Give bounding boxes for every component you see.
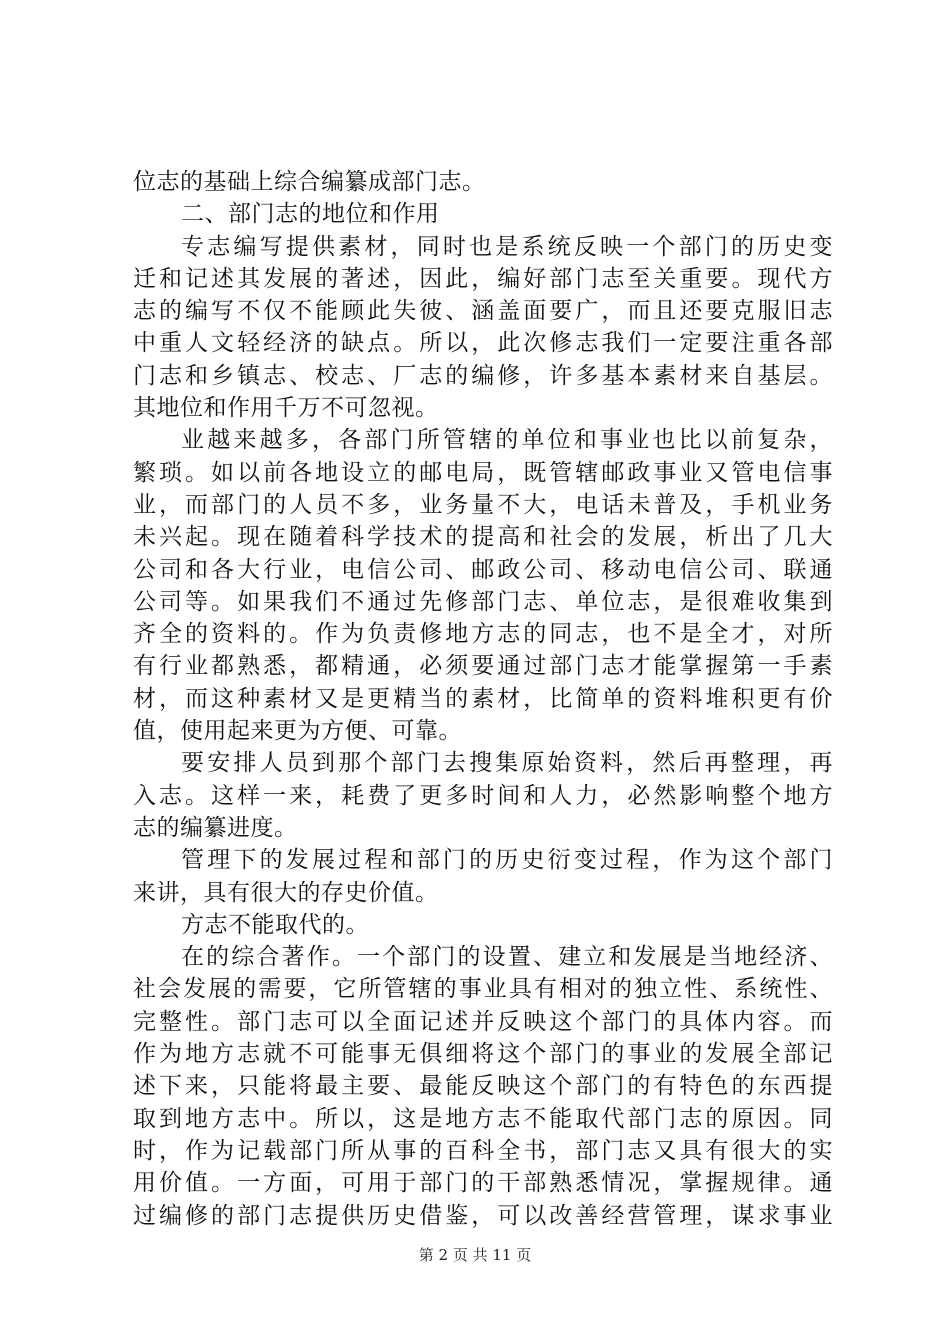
text-line: 管理下的发展过程和部门的历史衍变过程，作为这个部门 [181,847,833,874]
text-line: 迁和记述其发展的著述，因此，编好部门志至关重要。现代方 [133,265,833,292]
body-text [133,166,833,1232]
text-line: 专志编写提供素材，同时也是系统反映一个部门的历史变 [181,233,833,260]
text-line: 来讲，具有很大的存史价值。 [133,879,439,906]
text-line: 门志和乡镇志、校志、厂志的编修，许多基本素材来自基层。 [133,362,833,389]
text-line: 用价值。一方面，可用于部门的干部熟悉情况，掌握规律。通 [133,1170,833,1197]
text-line: 业，而部门的人员不多，业务量不大，电话未普及，手机业务 [133,491,833,518]
text-line: 有行业都熟悉，都精通，必须要通过部门志才能掌握第一手素 [133,653,833,680]
text-line: 过编修的部门志提供历史借鉴，可以改善经营管理，谋求事业 [133,1202,833,1229]
page-footer: 第 2 页 共 11 页 [418,1246,532,1264]
text-line: 繁琐。如以前各地设立的邮电局，既管辖邮政事业又管电信事 [133,459,833,486]
text-line: 位志的基础上综合编纂成部门志。 [133,169,486,195]
text-line: 中重人文轻经济的缺点。所以，此次修志我们一定要注重各部 [133,330,833,357]
text-line: 志的编纂进度。 [133,814,298,841]
text-line: 公司和各大行业，电信公司、邮政公司、移动电信公司、联通 [133,556,833,583]
text-line: 时，作为记载部门所从事的百科全书，部门志又具有很大的实 [133,1137,833,1164]
text-line: 公司等。如果我们不通过先修部门志、单位志，是很难收集到 [133,588,833,615]
text-line: 入志。这样一来，耗费了更多时间和人力，必然影响整个地方 [133,782,833,809]
text-line: 业越来越多，各部门所管辖的单位和事业也比以前复杂， [181,427,833,454]
text-line: 其地位和作用千万不可忽视。 [133,395,439,422]
text-line: 取到地方志中。所以，这是地方志不能取代部门志的原因。同 [133,1105,833,1132]
text-line: 材，而这种素材又是更精当的素材，比简单的资料堆积更有价 [133,685,833,712]
text-line: 值，使用起来更为方便、可靠。 [133,718,462,745]
text-line: 要安排人员到那个部门去搜集原始资料，然后再整理，再 [181,750,833,777]
text-line: 社会发展的需要，它所管辖的事业具有相对的独立性、系统性、 [133,976,833,1003]
text-line: 在的综合著作。一个部门的设置、建立和发展是当地经济、 [181,944,833,971]
text-line: 齐全的资料的。作为负责修地方志的同志，也不是全才，对所 [133,621,833,648]
text-line: 述下来，只能将最主要、最能反映这个部门的有特色的东西提 [133,1073,833,1100]
text-line: 作为地方志就不可能事无俱细将这个部门的事业的发展全部记 [133,1041,833,1068]
text-line: 志的编写不仅不能顾此失彼、涵盖面要广，而且还要克服旧志 [133,298,833,325]
text-line: 未兴起。现在随着科学技术的提高和社会的发展，析出了几大 [133,524,833,551]
text-line: 方志不能取代的。 [181,911,369,938]
text-line: 完整性。部门志可以全面记述并反映这个部门的具体内容。而 [133,1008,833,1035]
text-line: 二、部门志的地位和作用 [181,201,440,228]
